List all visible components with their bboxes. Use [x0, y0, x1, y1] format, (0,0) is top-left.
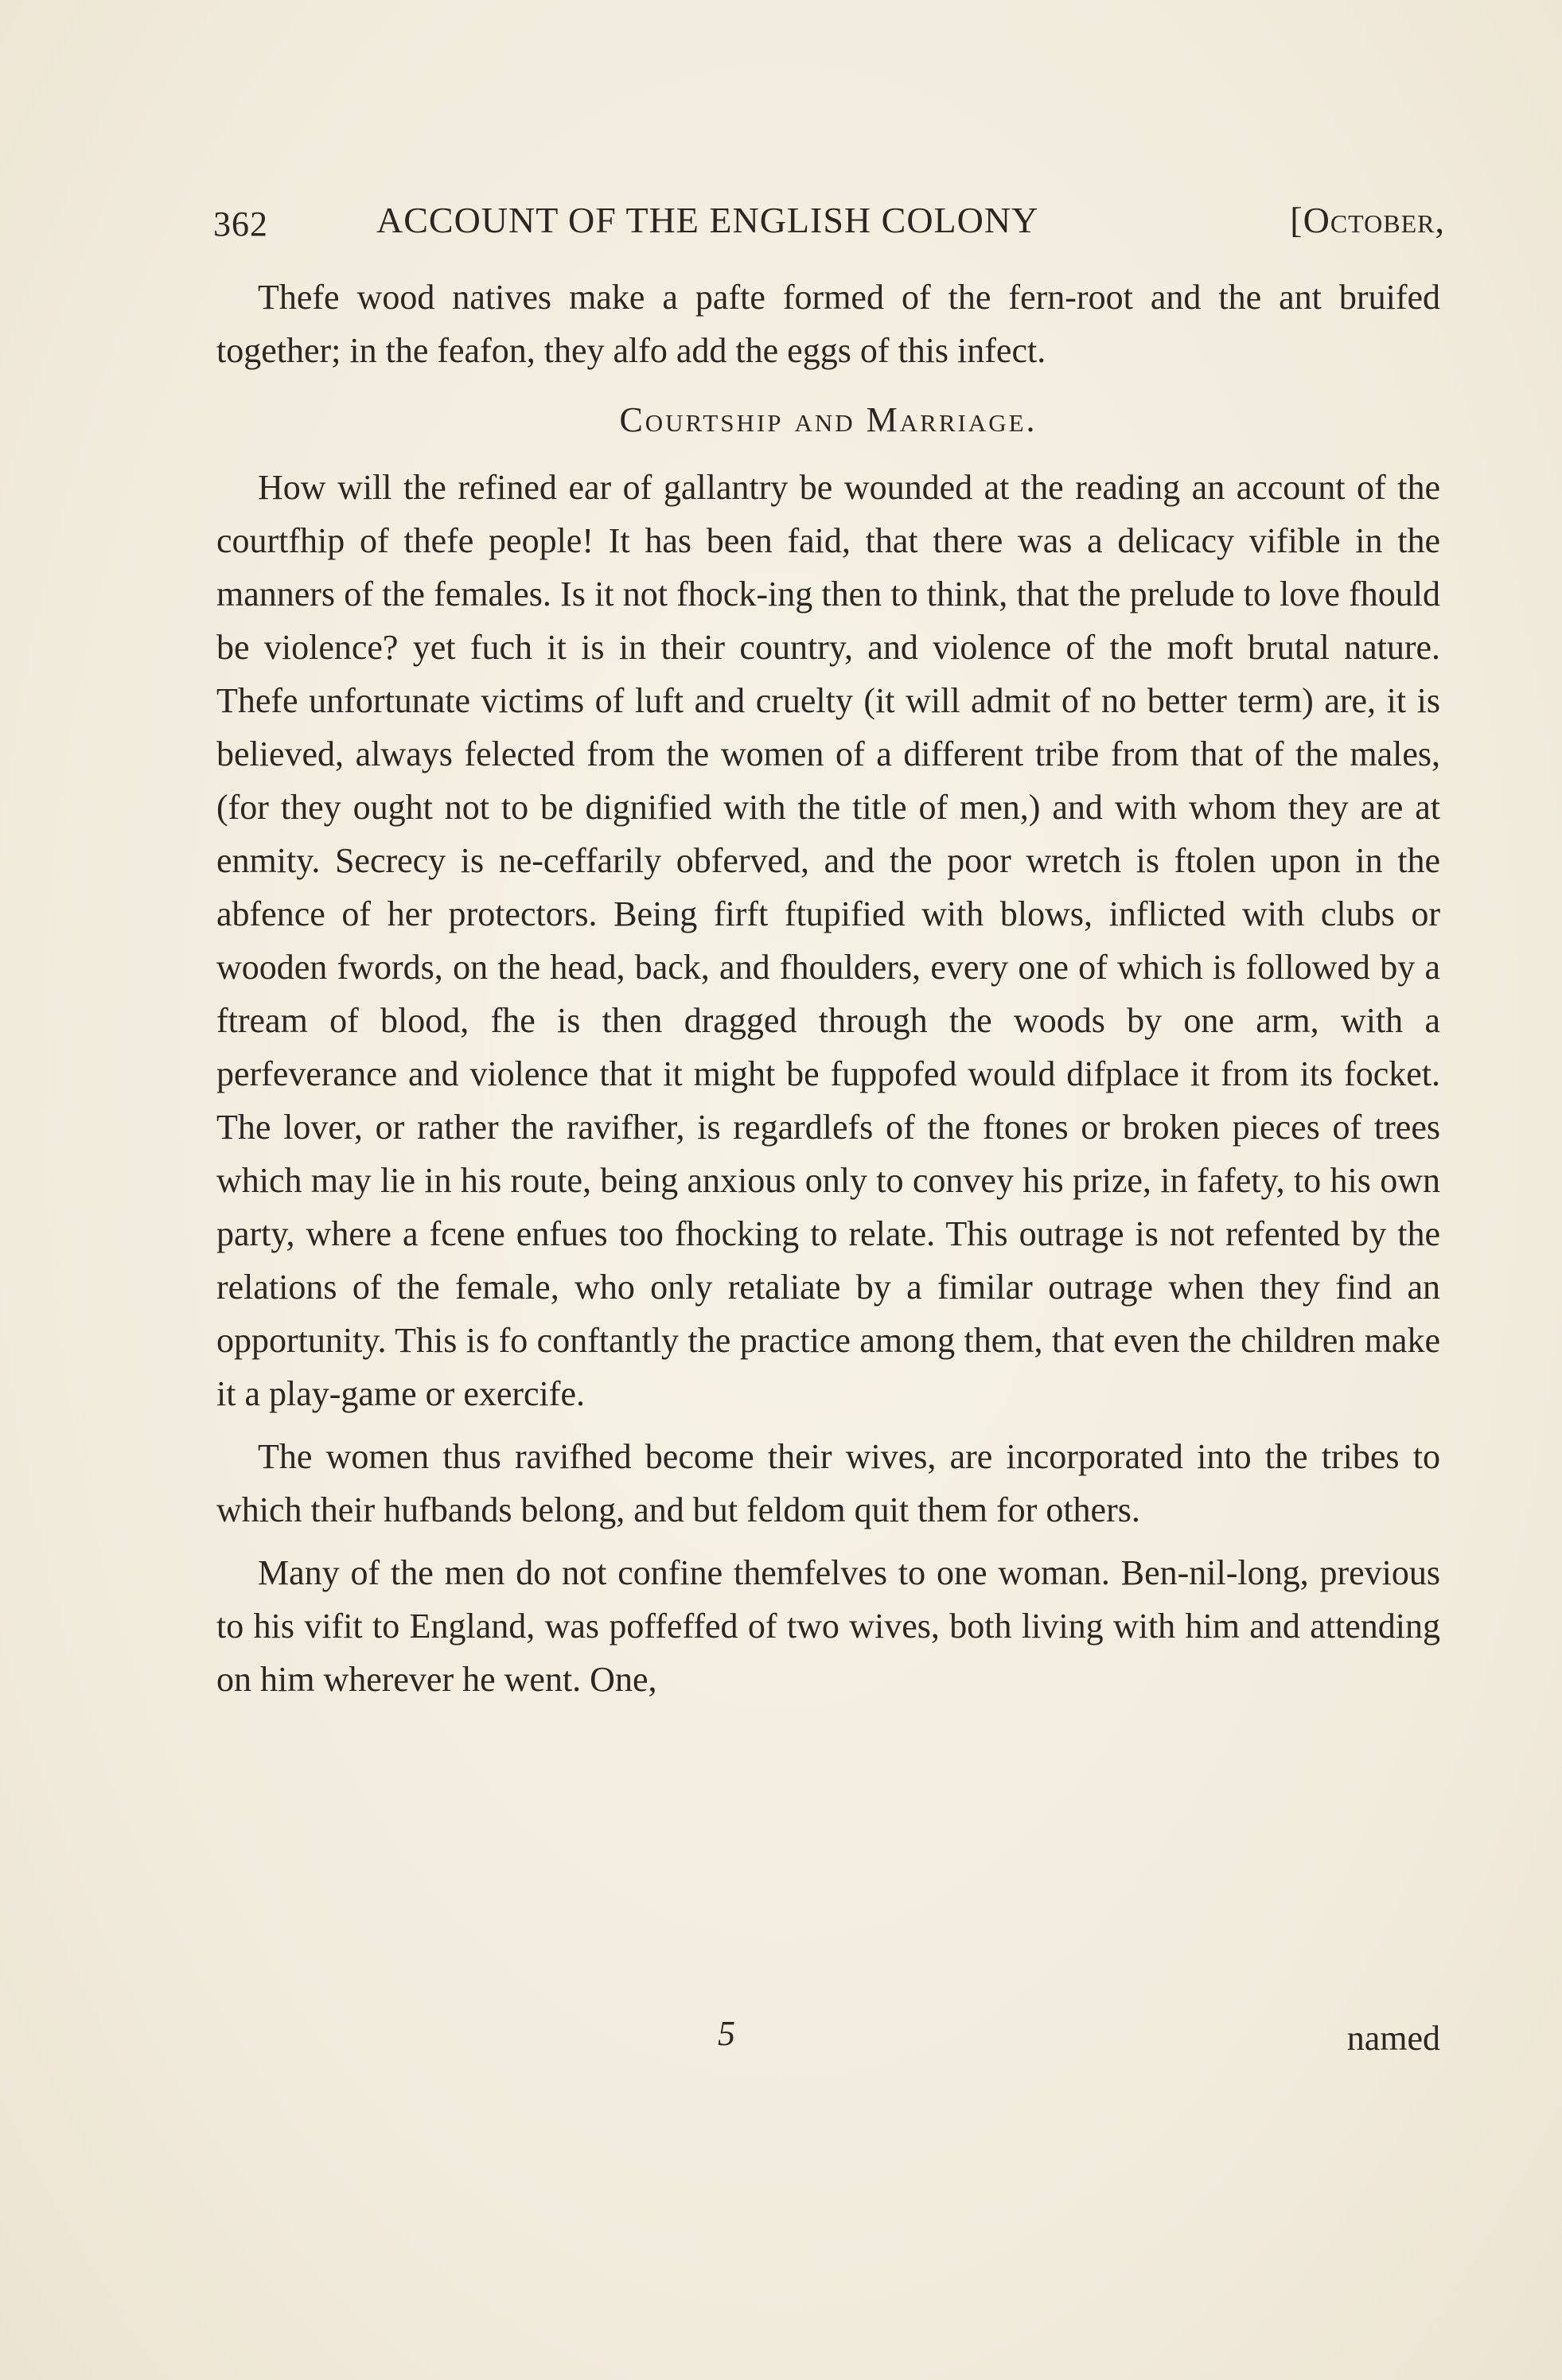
running-title: ACCOUNT OF THE ENGLISH COLONY — [376, 200, 1039, 240]
signature-mark: 5 — [718, 2014, 735, 2053]
page-number: 362 — [213, 205, 268, 243]
section-heading: Courtship and Marriage. — [619, 400, 1038, 439]
page-body — [216, 271, 1440, 1706]
page-header — [213, 193, 1445, 248]
paragraph-bennillong: Many of the men do not confine themfelves to one woman. Ben-nil-long, previous to his vifit to England, was poffeffed of two wives, both living with him and attending on him wherever he went. One, — [216, 1553, 1440, 1699]
page-footer — [216, 2013, 1440, 2069]
paragraph-courtship: How will the refined ear of gallantry be wounded at the reading an account of the courtfhip of thefe people! It has been faid, that there was a delicacy vifible in the manners of the females. Is it not fhock-ing then to think, that the prelude to love fhould be violence? yet fuch it is in their country, and violence of the moft brutal nature. Thefe unfortunate victims of luft and cruelty (it will admit of no better term) are, it is believed, always felected from the women of a different tribe from that of the males, (for they ought not to be dignified with the title of men,) and with whom they are at enmity. Secrecy is ne-ceffarily obferved, and the poor wretch is ftolen upon in the abfence of her protectors. Being firft ftupified with blows, inflicted with clubs or wooden fwords, on the head, back, and fhoulders, every one of which is followed by a ftream of blood, fhe is then dragged through the woods by one arm, with a perfeverance and violence that it might be fuppofed would difplace it from its focket. The lover, or rather the ravifher, is regardlefs of the ftones or broken pieces of trees which may lie in his route, being anxious only to convey his prize, in fafety, to his own party, where a fcene enfues too fhocking to relate. This outrage is not refented by the relations of the female, who only retaliate by a fimilar outrage when they find an opportunity. This is fo conftantly the practice among them, that even the children make it a play-game or exercife. — [216, 468, 1440, 1413]
catchword: named — [1346, 2019, 1440, 2058]
paragraph-wives: The women thus ravifhed become their wives, are incorporated into the tribes to which their hufbands belong, and but feldom quit them for others. — [216, 1437, 1440, 1529]
paragraph-fern-paste: Thefe wood natives make a pafte formed of the fern-root and the ant bruifed together; in the feafon, they alfo add the eggs of this infect. — [216, 278, 1440, 370]
date-heading: [October, — [1290, 200, 1445, 240]
